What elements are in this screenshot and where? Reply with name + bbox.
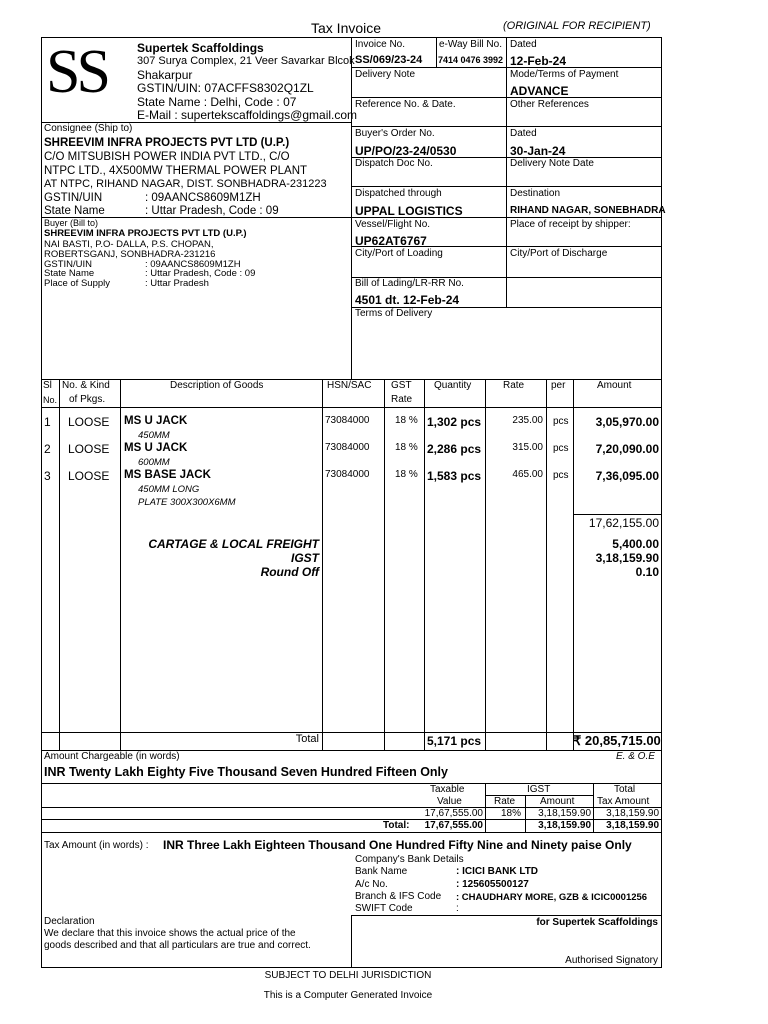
- receipt-place-label: Place of receipt by shipper:: [510, 219, 631, 230]
- col-gst: GST: [391, 380, 412, 391]
- consignee-line-3: AT NTPC, RIHAND NAGAR, DIST. SONBHADRA-231223: [44, 178, 327, 190]
- buyer-name: SHREEVIM INFRA PROJECTS PVT LTD (U.P.): [44, 228, 247, 239]
- total-amount: ₹ 20,85,715.00: [573, 733, 661, 748]
- item-desc: MS U JACK: [124, 415, 188, 427]
- dated-label: Dated: [510, 39, 537, 50]
- item-rate: 315.00: [512, 442, 543, 453]
- invoice-no-label: Invoice No.: [355, 39, 406, 50]
- item-hsn: 73084000: [325, 442, 370, 453]
- bank-ifs: : CHAUDHARY MORE, GZB & ICIC0001256: [456, 892, 648, 903]
- terms-of-delivery-label: Terms of Delivery: [355, 308, 433, 319]
- eway-label: e-Way Bill No.: [439, 39, 502, 50]
- tax-col-amount: Amount: [540, 796, 575, 807]
- tax-col-total: Total: [614, 784, 636, 795]
- freight-amount: 5,400.00: [612, 537, 659, 551]
- consignee-state: : Uttar Pradesh, Code : 09: [145, 205, 279, 217]
- col-per: per: [551, 380, 566, 391]
- destination: RIHAND NAGAR, SONEBHADRA: [510, 205, 666, 216]
- invoice-title: Tax Invoice: [311, 20, 382, 36]
- item-per: pcs: [553, 443, 569, 454]
- dispatched-through-label: Dispatched through: [355, 188, 442, 199]
- tax-total-amount: 3,18,159.90: [538, 820, 591, 831]
- item-per: pcs: [553, 416, 569, 427]
- seller-state: State Name : Delhi, Code : 07: [137, 95, 297, 109]
- tax-row-amount: 3,18,159.90: [538, 808, 591, 819]
- item-gst: 18 %: [395, 469, 418, 480]
- order-dated-label: Dated: [510, 128, 537, 139]
- declaration-line-2: goods described and that all particulars are true and correct.: [44, 940, 311, 951]
- supply-place: : Uttar Pradesh: [145, 278, 209, 289]
- copy-label: (ORIGINAL FOR RECIPIENT): [503, 20, 651, 32]
- discharge-port-label: City/Port of Discharge: [510, 248, 608, 259]
- col-kind: No. & Kind: [62, 380, 110, 391]
- tax-total-total: 3,18,159.90: [606, 820, 659, 831]
- item-desc: MS U JACK: [124, 442, 188, 454]
- igst-label: IGST: [290, 551, 319, 565]
- total-qty: 5,171 pcs: [427, 734, 482, 748]
- payment-mode: ADVANCE: [510, 84, 569, 98]
- item-pkgs: LOOSE: [68, 415, 110, 429]
- col-sl: Sl: [43, 380, 52, 391]
- item-amount: 3,05,970.00: [595, 415, 659, 429]
- eway-no: 7414 0476 3992: [438, 55, 504, 65]
- item-gst: 18 %: [395, 442, 418, 453]
- order-date: 30-Jan-24: [510, 144, 566, 158]
- tax-words-label: Tax Amount (in words) :: [44, 840, 149, 851]
- bank-ac-label: A/c No.: [355, 879, 388, 890]
- subtotal: 17,62,155.00: [588, 516, 659, 530]
- tax-col-taxable: Taxable: [430, 784, 465, 795]
- dispatched-through: UPPAL LOGISTICS: [355, 204, 463, 218]
- col-rate: Rate: [503, 380, 525, 391]
- consignee-line-1: C/O MITSUBISH POWER INDIA PVT LTD., C/O: [44, 151, 290, 163]
- seller-email: E-Mail : supertekscaffoldings@gmail.com: [137, 108, 358, 122]
- consignee-gstin: : 09AANCS8609M1ZH: [145, 192, 261, 204]
- authorised-signatory: Authorised Signatory: [565, 955, 658, 966]
- item-sl: 2: [44, 442, 51, 456]
- buyer-line-1: NAI BASTI, P.O- DALLA, P.S. CHOPAN,: [44, 239, 214, 250]
- for-company: for Supertek Scaffoldings: [536, 917, 658, 928]
- delivery-note-date-label: Delivery Note Date: [510, 158, 594, 169]
- buyer-line-2: ROBERTSGANJ, SONBHADRA-231216: [44, 249, 216, 260]
- bank-ac: : 125605500127: [456, 879, 529, 890]
- tax-total-taxable: 17,67,555.00: [424, 820, 483, 831]
- roundoff-amount: 0.10: [635, 565, 659, 579]
- item-rate: 465.00: [512, 469, 543, 480]
- buyer-gstin-label: GSTIN/UIN: [44, 259, 93, 270]
- buyer-label: Buyer (Bill to): [44, 218, 99, 228]
- amount-words-label: Amount Chargeable (in words): [44, 751, 180, 762]
- buyer-order-no: UP/PO/23-24/0530: [355, 144, 457, 158]
- consignee-name: SHREEVIM INFRA PROJECTS PVT LTD (U.P.): [44, 137, 290, 149]
- tax-total-label: Total:: [383, 820, 410, 831]
- item-sl: 1: [44, 415, 51, 429]
- consignee-gstin-label: GSTIN/UIN: [44, 192, 103, 204]
- tax-col-total-2: Tax Amount: [597, 796, 650, 807]
- igst-amount: 3,18,159.90: [595, 551, 659, 565]
- other-references-label: Other References: [510, 99, 589, 110]
- col-gst-rate: Rate: [391, 394, 413, 405]
- vessel-label: Vessel/Flight No.: [355, 219, 431, 230]
- col-description: Description of Goods: [170, 380, 264, 391]
- roundoff-label: Round Off: [260, 565, 319, 579]
- buyer-state-label: State Name: [44, 268, 95, 279]
- tax-col-taxable-2: Value: [437, 796, 462, 807]
- lading-label: Bill of Lading/LR-RR No.: [355, 278, 464, 289]
- tax-col-rate: Rate: [494, 796, 516, 807]
- item-qty: 1,583 pcs: [427, 469, 482, 483]
- tax-in-words: INR Three Lakh Eighteen Thousand One Hundred Fifty Nine and Ninety paise Only: [163, 838, 632, 852]
- bank-ifs-label: Branch & IFS Code: [355, 891, 442, 902]
- buyer-gstin: : 09AANCS8609M1ZH: [145, 259, 241, 270]
- declaration-line-1: We declare that this invoice shows the actual price of the: [44, 928, 296, 939]
- vessel-no: UP62AT6767: [355, 234, 427, 248]
- col-sl-no: No.: [43, 395, 58, 405]
- item-hsn: 73084000: [325, 469, 370, 480]
- jurisdiction-note: SUBJECT TO DELHI JURISDICTION: [264, 970, 432, 981]
- tax-row-total: 3,18,159.90: [606, 808, 659, 819]
- item-sl: 3: [44, 469, 51, 483]
- declaration-label: Declaration: [44, 916, 95, 927]
- tax-row-taxable: 17,67,555.00: [424, 808, 483, 819]
- col-kind-2: of Pkgs.: [69, 394, 106, 405]
- lading-no: 4501 dt. 12-Feb-24: [355, 293, 460, 307]
- item-pkgs: LOOSE: [68, 442, 110, 456]
- col-amount: Amount: [597, 380, 632, 391]
- consignee-state-label: State Name: [44, 205, 105, 217]
- freight-label: CARTAGE & LOCAL FREIGHT: [148, 537, 319, 551]
- consignee-line-2: NTPC LTD., 4X500MW THERMAL POWER PLANT: [44, 165, 308, 177]
- item-sub: 450MM LONG: [138, 484, 200, 495]
- seller-address-1: 307 Surya Complex, 21 Veer Savarkar Blcok: [137, 55, 355, 67]
- consignee-label: Consignee (Ship to): [44, 123, 133, 134]
- seller-address-2: Shakarpur: [137, 68, 193, 82]
- item-amount: 7,20,090.00: [595, 442, 659, 456]
- swift-code: :: [456, 903, 459, 914]
- payment-mode-label: Mode/Terms of Payment: [510, 69, 619, 80]
- tax-row-rate: 18%: [501, 808, 522, 819]
- invoice-date: 12-Feb-24: [510, 54, 567, 68]
- delivery-note-label: Delivery Note: [355, 69, 416, 80]
- seller-gstin: GSTIN/UIN: 07ACFFS8302Q1ZL: [137, 81, 314, 95]
- bank-heading: Company's Bank Details: [355, 854, 464, 865]
- item-sub: 600MM: [138, 457, 170, 468]
- supply-place-label: Place of Supply: [44, 278, 111, 289]
- generated-note: This is a Computer Generated Invoice: [263, 990, 433, 1001]
- eoe-label: E. & O.E: [616, 751, 655, 762]
- item-sub: 450MM: [138, 430, 170, 441]
- bank-name-label: Bank Name: [355, 866, 408, 877]
- item-hsn: 73084000: [325, 415, 370, 426]
- item-gst: 18 %: [395, 415, 418, 426]
- tax-col-igst: IGST: [527, 784, 551, 795]
- item-desc: MS BASE JACK: [124, 469, 211, 481]
- seller-name: Supertek Scaffoldings: [137, 41, 264, 55]
- total-label: Total: [295, 733, 319, 745]
- invoice-no: SS/069/23-24: [355, 54, 423, 66]
- item-qty: 2,286 pcs: [427, 442, 482, 456]
- loading-port-label: City/Port of Loading: [355, 248, 443, 259]
- reference-label: Reference No. & Date.: [355, 99, 456, 110]
- buyer-state: : Uttar Pradesh, Code : 09: [145, 268, 256, 279]
- dispatch-doc-label: Dispatch Doc No.: [355, 158, 433, 169]
- amount-in-words: INR Twenty Lakh Eighty Five Thousand Seven Hundred Fifteen Only: [44, 765, 448, 779]
- swift-label: SWIFT Code: [355, 903, 413, 914]
- item-sub-2: PLATE 300X300X6MM: [138, 497, 236, 508]
- destination-label: Destination: [510, 188, 561, 199]
- col-hsn: HSN/SAC: [327, 380, 372, 391]
- bank-name: : ICICI BANK LTD: [456, 866, 539, 877]
- item-rate: 235.00: [512, 415, 543, 426]
- item-qty: 1,302 pcs: [427, 415, 482, 429]
- company-logo: SS: [46, 38, 107, 106]
- col-quantity: Quantity: [434, 380, 472, 391]
- item-pkgs: LOOSE: [68, 469, 110, 483]
- item-per: pcs: [553, 470, 569, 481]
- buyer-order-label: Buyer's Order No.: [355, 128, 435, 139]
- item-amount: 7,36,095.00: [595, 469, 659, 483]
